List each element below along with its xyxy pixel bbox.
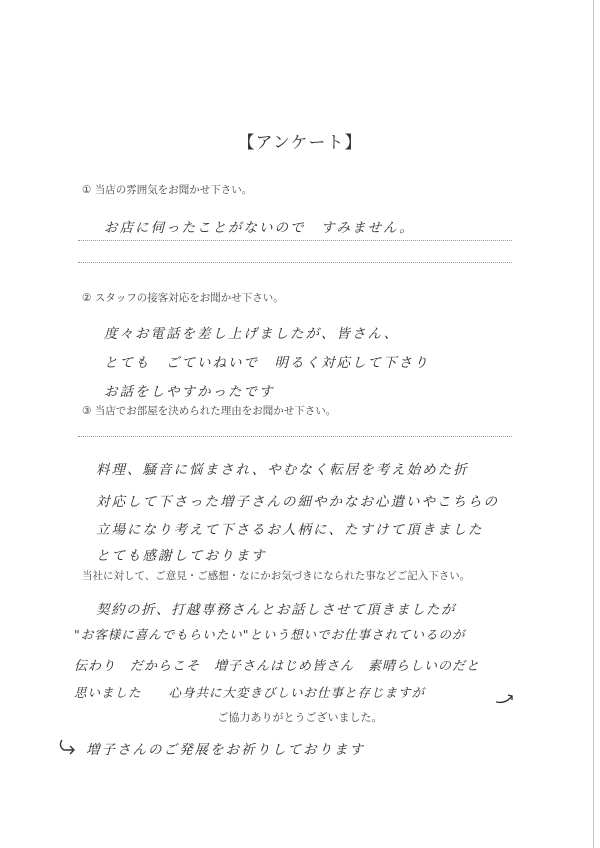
question-4-label: 当社に対して、ご意見・ご感想・なにかお気づきになられた事などご記入下さい。	[82, 570, 471, 582]
question-4-answer-line-1: 契約の折、打越専務さんとお話しさせて頂きましたが	[96, 602, 456, 618]
page-title: 【アンケート】	[237, 133, 363, 153]
answer-rule	[78, 436, 512, 437]
question-3-answer-line-2: 対応して下さった増子さんの細やかなお心遣いやこちらの	[96, 494, 499, 510]
curved-arrow-icon	[492, 684, 518, 708]
footer-note: 増子さんのご発展をお祈りしております	[86, 742, 365, 758]
question-2-label: ② スタッフの接客対応をお聞かせ下さい。	[82, 292, 284, 304]
answer-rule	[78, 240, 512, 241]
question-2-answer-line-2: とても ごていねいで 明るく対応して下さり	[104, 355, 430, 371]
question-3-label: ③ 当店でお部屋を決められた理由をお聞かせ下さい。	[82, 405, 337, 417]
answer-rule	[78, 262, 512, 263]
question-1-label: ① 当店の雰囲気をお聞かせ下さい。	[82, 184, 253, 196]
thanks-message: ご協力ありがとうございました。	[217, 711, 383, 724]
question-4-answer-line-2: "お客様に喜んでもらいたい"という想いでお仕事されているのが	[74, 627, 466, 642]
question-3-answer-line-4: とても感謝しております	[96, 548, 267, 564]
question-4-answer-line-4: 思いました 心身共に大変きびしいお仕事と存じますが	[74, 685, 426, 700]
question-2-answer-line-3: お話をしやすかったです	[104, 384, 275, 400]
question-1-answer-line-1: お店に伺ったことがないので すみません。	[104, 220, 415, 236]
question-2-answer-line-1: 度々お電話を差し上げましたが、皆さん、	[104, 326, 400, 342]
question-4-answer-line-3: 伝わり だからこそ 増子さんはじめ皆さん 素晴らしいのだと	[74, 659, 481, 674]
hook-arrow-icon	[56, 736, 78, 758]
question-3-answer-line-3: 立場になり考えて下さるお人柄に、たすけて頂きました	[96, 522, 484, 538]
question-3-answer-line-1: 料理、騒音に悩まされ、やむなく転居を考え始めた折	[96, 462, 469, 478]
